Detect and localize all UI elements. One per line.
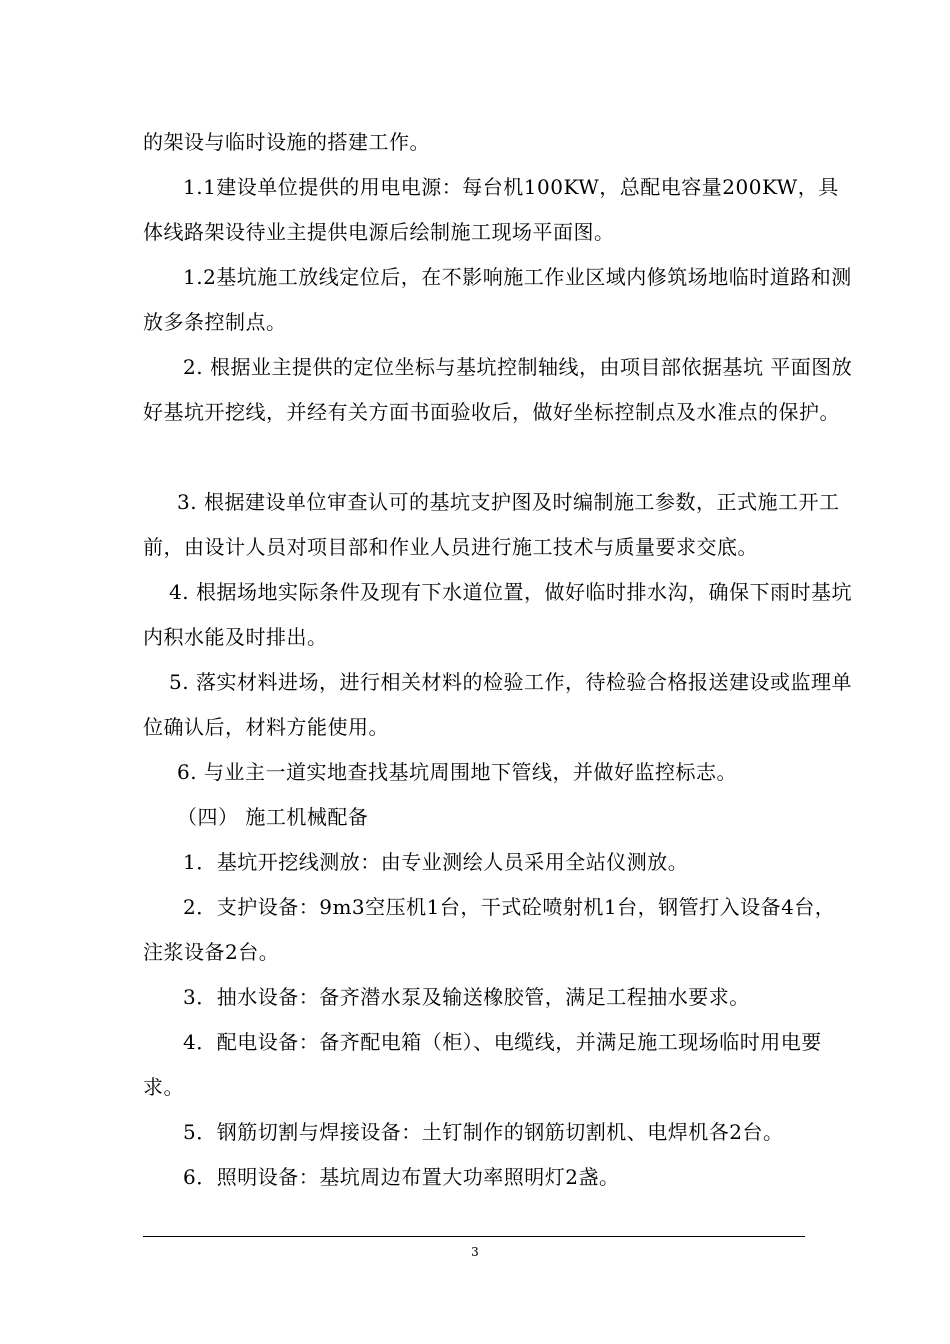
footer-divider [143,1236,805,1237]
paragraph-5: 3. 根据建设单位审查认可的基坑支护图及时编制施工参数，正式施工开工前，由设计人员对项目部和作业人员进行施工技术与质量要求交底。 [143,490,840,559]
paragraph-13: 4．配电设备：备齐配电箱（柜）、电缆线，并满足施工现场临时用电要求。 [143,1030,822,1099]
paragraph-14: 5．钢筋切割与焊接设备：土钉制作的钢筋切割机、电焊机各2台。 [183,1120,784,1144]
paragraph-7: 5. 落实材料进场，进行相关材料的检验工作，待检验合格报送建设或监理单位确认后，材料方能使用。 [143,670,852,739]
paragraph-11: 2．支护设备：9m3空压机1台，干式砼喷射机1台，钢管打入设备4台，注浆设备2台。 [143,895,836,964]
paragraph-10: 1．基坑开挖线测放：由专业测绘人员采用全站仪测放。 [183,850,689,874]
paragraph-12: 3．抽水设备：备齐潜水泵及输送橡胶管，满足工程抽水要求。 [183,985,750,1009]
paragraph-15: 6．照明设备：基坑周边布置大功率照明灯2盏。 [183,1165,620,1189]
paragraph-2: 1.1建设单位提供的用电电源：每台机100KW，总配电容量200KW，具体线路架设待业主提供电源后绘制施工现场平面图。 [143,175,839,244]
paragraph-3: 1.2基坑施工放线定位后，在不影响施工作业区域内修筑场地临时道路和测放多条控制点。 [143,265,852,334]
paragraph-8: 6. 与业主一道实地查找基坑周围地下管线，并做好监控标志。 [177,760,737,784]
paragraph-1: 的架设与临时设施的搭建工作。 [143,130,430,154]
paragraph-4: 2. 根据业主提供的定位坐标与基坑控制轴线，由项目部依据基坑 平面图放好基坑开挖线，并经有关方面书面验收后，做好坐标控制点及水准点的保护。 [143,355,853,424]
section-heading: （四） 施工机械配备 [177,805,369,829]
paragraph-6: 4. 根据场地实际条件及现有下水道位置，做好临时排水沟，确保下雨时基坑内积水能及时排出。 [143,580,852,649]
page-number: 3 [471,1245,479,1259]
